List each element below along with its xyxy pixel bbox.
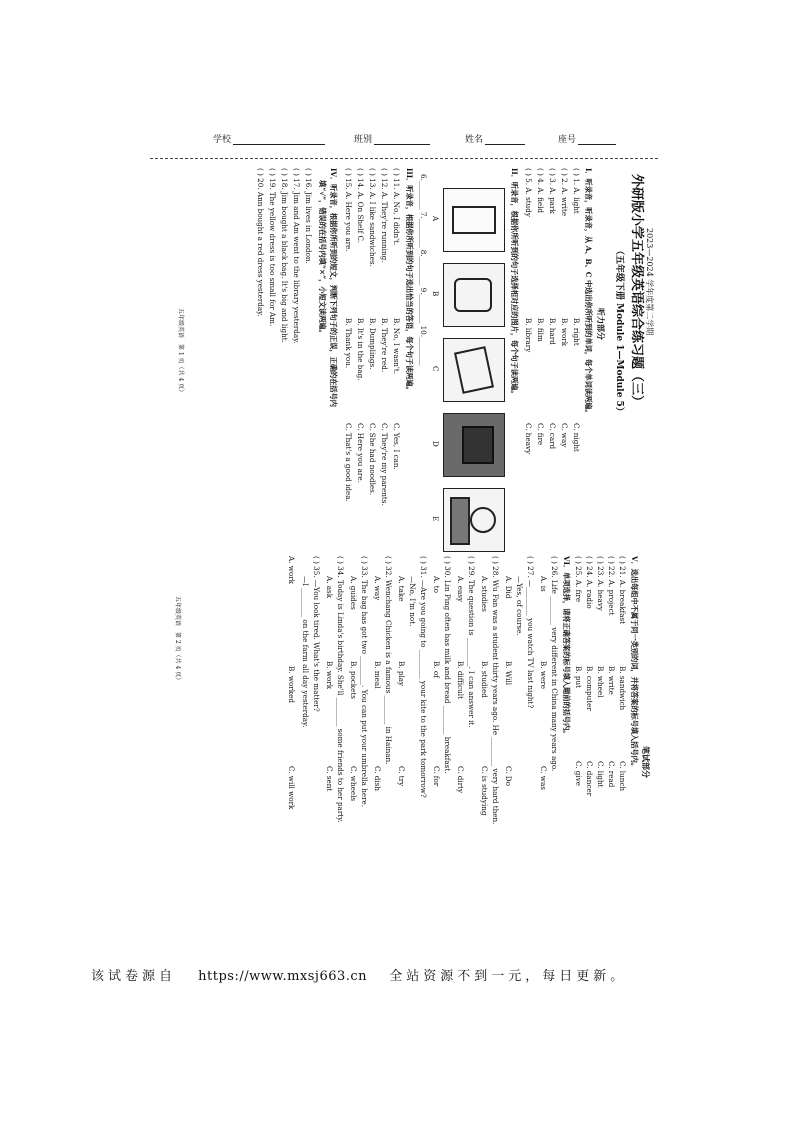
q31: ( ) 31. —Are you going to ________ your kite to the park tomorrow? (419, 556, 428, 798)
q34: ( ) 34. Today is Linda's birthday. She'll ________ some friends to her party. (336, 556, 345, 823)
name-label: 姓名 (465, 135, 484, 145)
part4-heading-2: 填“√”，错误的在括号内填“×”，小短文读两遍。 (318, 180, 327, 337)
q29: ( ) 29. The question is ________. I can answer it. (467, 556, 476, 728)
picture-a-tablet (443, 188, 505, 252)
q4: ( ) 4. A. field B. film C. fire (536, 168, 545, 446)
q30: ( ) 30. Lin Ping often has milk and bread ________ breakfast. (443, 556, 452, 774)
q30-options: A. to B. of C. for (432, 576, 441, 787)
q2: ( ) 2. A. write B. work C. way (560, 168, 569, 448)
q29-options: A. easy B. difficult C. dirty (456, 576, 465, 794)
q32: ( ) 32. Wenchang Chicken is a famous ________ in Hainan. (384, 556, 393, 765)
footer-prefix: 该试卷源自 (91, 969, 177, 984)
cut-line (150, 158, 658, 159)
q13: ( ) 13. A. I like sandwiches. B. Dumplings. C. She had noodles. (368, 168, 377, 496)
q25: ( ) 25. A. fire B. put C. give (574, 556, 583, 787)
part6-heading: VI．单项选择，请将正确答案的标号填入题前的括号内。 (562, 556, 571, 738)
part5-heading: V．选出每组中不属于同一类别的词，并将答案的标号填入括号内。 (630, 556, 639, 771)
term-text: 2023—2024 学年度第二学期 (645, 228, 654, 336)
q14: ( ) 14. A. On Shelf C. B. It's in the bag. C. Here you are. (356, 168, 365, 483)
q23: ( ) 23. A. heavy B. wheel C. light (596, 556, 605, 788)
page-number-2: 五年级英语 第 2 页（共 4 页） (174, 596, 181, 684)
q35: ( ) 35. —You look tired. What's the matter? (312, 556, 321, 712)
seat-label: 座号 (558, 135, 577, 145)
q21: ( ) 21. A. breakfast B. sandwich C. lunch (618, 556, 627, 792)
q28-options: A. studies B. studied C. is studying (480, 576, 489, 816)
q24: ( ) 24. A. radio B. computer C. dancer (585, 556, 594, 797)
q22: ( ) 22. A. project B. write C. read (607, 556, 616, 788)
page-number-1: 五年级英语 第 1 页（共 4 页） (177, 308, 184, 396)
q16: ( ) 16. Jim lives in London. (304, 168, 313, 264)
q33-options: A. guides B. pockets C. wheels (349, 576, 358, 802)
q3: ( ) 3. A. park B. hard C. card (548, 168, 557, 450)
q27: ( ) 27. —________ you watch TV last night? (526, 556, 535, 709)
q33: ( ) 33. The bag has got two ________. You can put your umbrella here. (360, 556, 369, 808)
part4-heading: IV．听录音，根据你所听到的短文，判断下列句子的正误，正确的在括号内 (329, 168, 338, 407)
q27-options: A. Did B. Will C. Do (504, 576, 513, 786)
q12: ( ) 12. A. They're running. B. They're red. C. They're my parents. (380, 168, 389, 506)
exam-page-2 (172, 556, 652, 886)
q35-options: A. work B. worked C. will work (287, 556, 296, 810)
q34-options: A. ask B. work C. sent (325, 576, 334, 792)
listening-section-title: 听力部分 (596, 308, 606, 340)
picture-label-d: D (431, 441, 440, 447)
q5: ( ) 5. A. study B. library C. heavy (524, 168, 533, 455)
q20: ( ) 20. Ann bought a red dress yesterday. (256, 168, 265, 317)
part3-heading: III．听录音，根据你所听到的句子选出恰当的答语，每个句子读两遍。 (405, 168, 414, 394)
exam-title: 外研版小学五年级英语综合练习题（三） (629, 174, 644, 409)
q26-options: A. is B. were C. was (539, 576, 548, 790)
class-field (354, 132, 430, 145)
q31-reply: —No, I'm not. (408, 576, 417, 627)
school-label: 学校 (213, 135, 232, 145)
picture-label-e: E (431, 516, 440, 522)
q26: ( ) 26. Life ________ very different in China many years ago. (550, 556, 559, 772)
picture-c-envelope (443, 338, 505, 402)
school-field (213, 132, 325, 145)
q17: ( ) 17. Jim and Am went to the library yesterday. (292, 168, 301, 344)
class-label: 班别 (354, 135, 373, 145)
part2-heading: II．听录音，根据你所听到的句子选择相对应的图片，每个句子读两遍。 (510, 168, 519, 398)
q18: ( ) 18. Jim bought a black bag. It's big and light. (280, 168, 289, 343)
picture-d-computer (443, 413, 505, 477)
seat-field (558, 132, 616, 145)
q11: ( ) 11. A. No, I didn't. B. No, I wasn't. C. Yes, I can. (392, 168, 401, 470)
answer-blanks: 6.________ 7.________ 8.________ 9.________ 10.________ (419, 174, 428, 366)
picture-b-tshirt (443, 263, 505, 327)
q27-reply: —Yes, of course. (515, 576, 524, 636)
q32-options: A. way B. meal C. dish (373, 576, 382, 792)
written-section-title: 笔试部分 (641, 746, 651, 778)
q15: ( ) 15. A. Here you are. B. Thank you. C. That's a good idea. (344, 168, 353, 502)
part1-heading: I．听录音，听录音，从 A、B、C 中选出你所听到的单词，每个单词读两遍。 (584, 168, 593, 417)
exam-subtitle: （五年级下册 Module 1—Module 5） (614, 246, 624, 416)
picture-label-c: C (431, 366, 440, 372)
q19: ( ) 19. The yellow dress is too small for Am. (268, 168, 277, 327)
picture-e-man-reading (443, 488, 505, 552)
q28: ( ) 28. Wu Fan was a student thirty years ago. He ________ very hard then. (491, 556, 500, 825)
q35-reply: —I ________ on the farm all day yesterday. (301, 576, 310, 728)
q31-options: A. take B. play C. try (397, 576, 406, 787)
source-footer (91, 965, 627, 984)
footer-url[interactable]: https://www.mxsj663.cn (198, 969, 368, 984)
q1: ( ) 1. A. light B. right C. night (572, 168, 581, 452)
picture-label-b: B (431, 291, 440, 297)
footer-suffix: 全站资源不到一元，每日更新。 (389, 969, 628, 984)
name-field (465, 132, 525, 145)
picture-label-a: A (431, 216, 440, 222)
